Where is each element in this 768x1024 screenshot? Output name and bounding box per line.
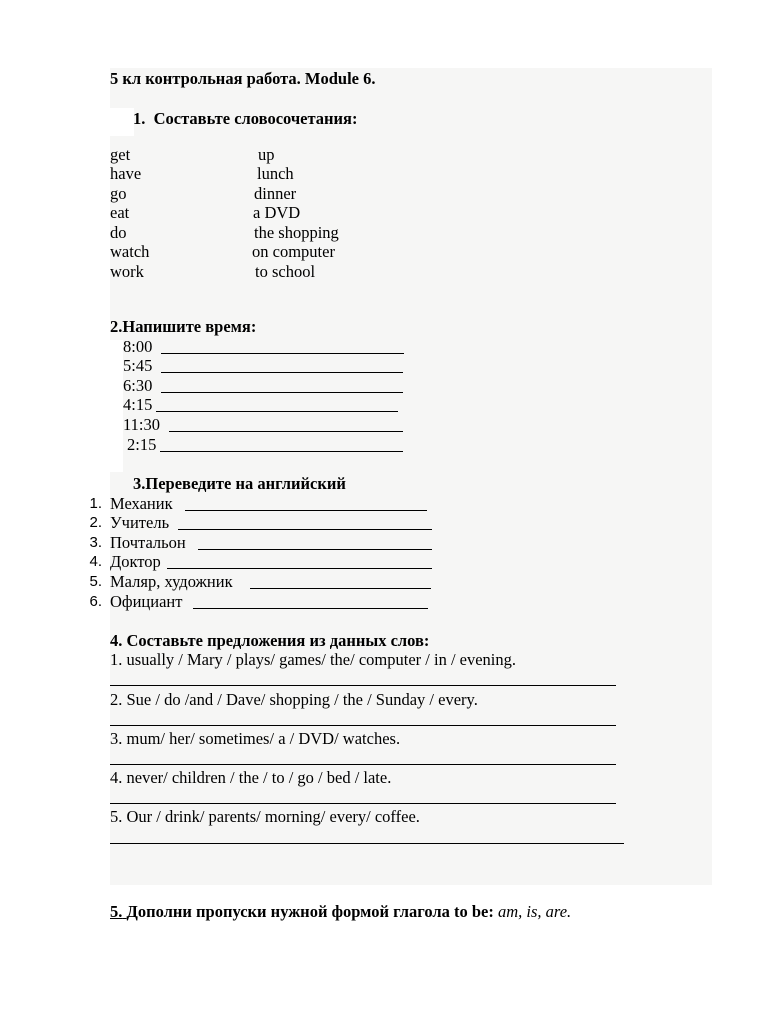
scrambled-sentence: 2. Sue / do /and / Dave/ shopping / the / Sunday / every. — [110, 690, 478, 709]
translate-word: Доктор — [110, 552, 161, 571]
translate-word: Официант — [110, 592, 183, 611]
list-number: 2. — [89, 514, 102, 531]
time-value: 8:00 — [123, 337, 153, 356]
task1-left-word: have — [110, 164, 142, 183]
time-row — [123, 395, 152, 415]
list-number: 5. — [89, 573, 102, 590]
time-row — [123, 376, 152, 396]
page-title: 5 кл контрольная работа. Module 6. — [110, 69, 376, 88]
scrambled-sentence: 5. Our / drink/ parents/ morning/ every/ coffee. — [110, 807, 420, 826]
shade-notch — [110, 340, 123, 472]
task2-heading: 2.Напишите время: — [110, 317, 257, 336]
time-value: 6:30 — [123, 376, 153, 395]
task1-left-word: do — [110, 223, 127, 242]
task1-right-word: dinner — [254, 184, 297, 203]
scrambled-sentence: 3. mum/ her/ sometimes/ a / DVD/ watches. — [110, 729, 401, 748]
time-value: 4:15 — [123, 395, 153, 414]
time-value: 5:45 — [123, 356, 153, 375]
answer-line[interactable] — [110, 725, 616, 726]
translate-word: Почтальон — [110, 533, 186, 552]
answer-line[interactable] — [161, 372, 403, 373]
task1-left-word: watch — [110, 242, 150, 261]
task1-heading-number: 1. — [133, 109, 146, 128]
time-value: 11:30 — [123, 415, 160, 434]
task1-left-word: get — [110, 145, 131, 164]
task5-heading — [110, 902, 571, 922]
answer-line[interactable] — [110, 843, 624, 844]
answer-line[interactable] — [193, 608, 428, 609]
scrambled-sentence: 1. usually / Mary / plays/ games/ the/ computer / in / evening. — [110, 650, 517, 669]
task5-options: am, is, are. — [497, 902, 572, 921]
time-row — [127, 435, 156, 455]
task1-left-word: go — [110, 184, 127, 203]
scrambled-sentence: 4. never/ children / the / to / go / bed / late. — [110, 768, 392, 787]
task1-left-word: eat — [110, 203, 130, 222]
answer-line[interactable] — [185, 510, 427, 511]
time-row — [123, 415, 160, 435]
translate-word: Маляр, художник — [110, 572, 233, 591]
answer-line[interactable] — [198, 549, 432, 550]
answer-line[interactable] — [250, 588, 431, 589]
task1-right-word: on computer — [252, 242, 335, 261]
answer-line[interactable] — [156, 411, 398, 412]
time-value: 2:15 — [127, 435, 157, 454]
task1-left-word: work — [110, 262, 144, 281]
task4-heading: 4. Составьте предложения из данных слов: — [110, 631, 430, 650]
task1-right-word: up — [258, 145, 275, 164]
task1-right-word: a DVD — [253, 203, 301, 222]
answer-line[interactable] — [161, 353, 404, 354]
task5-number: 5. — [110, 902, 123, 921]
answer-line[interactable] — [178, 529, 432, 530]
list-number: 3. — [89, 534, 102, 551]
shade-notch — [110, 108, 134, 136]
task1-right-word: the shopping — [254, 223, 339, 242]
time-row — [123, 337, 152, 357]
task1-heading — [133, 109, 357, 129]
answer-line[interactable] — [169, 431, 403, 432]
answer-line[interactable] — [110, 685, 616, 686]
translate-word: Учитель — [110, 513, 170, 532]
answer-line[interactable] — [110, 764, 616, 765]
task1-right-word: lunch — [257, 164, 294, 183]
answer-line[interactable] — [161, 392, 403, 393]
task5-heading-text: Дополни пропуски нужной формой глагола to be: — [126, 902, 494, 921]
list-number: 4. — [89, 553, 102, 570]
answer-line[interactable] — [160, 451, 403, 452]
time-row — [123, 356, 152, 376]
answer-line[interactable] — [167, 568, 432, 569]
translate-word: Механик — [110, 494, 173, 513]
task3-heading: 3.Переведите на английский — [133, 474, 346, 493]
answer-line[interactable] — [110, 803, 616, 804]
task1-right-word: to school — [255, 262, 316, 281]
list-number: 6. — [89, 593, 102, 610]
list-number: 1. — [89, 495, 102, 512]
task1-heading-text: Составьте словосочетания: — [153, 109, 358, 128]
